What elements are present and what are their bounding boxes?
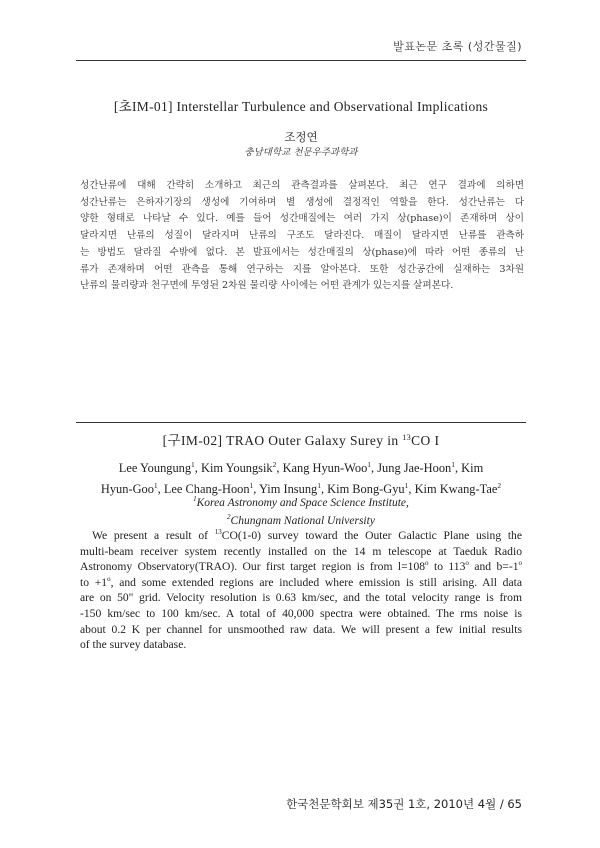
author-name: Yim Insung (259, 482, 318, 496)
author-separator: , (408, 482, 415, 496)
author-name: Kim Bong-Gyu (327, 482, 405, 496)
abstract1-line: 달라지면 난류의 성질이 달라지며 난류의 구조도 달라진다. 매질이 달라지면 난류를 관측하 (80, 230, 524, 242)
abstract2-body (80, 528, 522, 653)
author-affil-sup: 1 (317, 481, 321, 490)
author-affil-sup: 1 (404, 481, 409, 490)
abstract1-title: [초IM-01] Interstellar Turbulence and Observational Implications (113, 99, 489, 114)
abstract1-body (80, 178, 524, 295)
abstract2-title-suffix: CO I (411, 433, 440, 448)
abstract2-title-sup: 13 (402, 433, 412, 442)
abstract2-affiliations (76, 492, 526, 528)
affiliation-sup: 2 (227, 513, 231, 521)
abstract1-affiliation: 충남대학교 천문우주과학과 (244, 147, 358, 158)
author-affil-sup: 1 (191, 460, 195, 469)
affiliation-name: Korea Astronomy and Space Science Institute, (196, 497, 409, 509)
affiliation-1 (76, 492, 526, 510)
abstract2-line: We present a result of $^{13}$CO(1-0) survey toward the Outer Galactic Plane using the (92, 528, 522, 542)
affiliation-sup: 1 (193, 495, 197, 503)
abstract2-line: -150 km/sec to 100 km/sec. A total of 40,000 spectra were obtained. The rms noise is (80, 606, 522, 620)
author-affil-sup: 1 (367, 460, 372, 469)
abstract1-line: 는 방법도 달라질 수밖에 없다. 본 발표에서는 성간매질의 상(phase)에 따라 어떤 종류의 난 (80, 246, 524, 258)
author-affil-sup: 1 (249, 481, 254, 490)
running-head: 발표논문 초록 (성간물질) (393, 40, 522, 53)
section-divider-rule (76, 422, 526, 423)
author-name: Lee Youngung (118, 461, 192, 475)
page-footer: 한국천문학회보 제35권 1호, 2010년 4월 / 65 (286, 797, 522, 811)
author-separator: , (157, 482, 164, 496)
abstract2-line: are on 50" grid. Velocity resolution is 0.63 km/sec, and the total velocity range is from (80, 591, 522, 605)
author-name: Lee Chang-Hoon (163, 482, 250, 496)
affiliation-2 (76, 510, 526, 528)
author-separator: , (276, 461, 283, 475)
author-affil-sup: 2 (497, 481, 502, 490)
abstract2-line: about 0.2 K per channel for unsmoothed raw data. We will present a few initial results (80, 622, 522, 636)
abstract1-line: 성간난류에 대해 간략히 소개하고 최근의 관측결과를 살펴본다. 최근 연구 결과에 의하면 (80, 180, 524, 191)
author-name: Kang Hyun-Woo (282, 461, 368, 475)
author-affil-sup: 1 (451, 460, 455, 469)
author-name: Jung Jae-Hoon (377, 461, 452, 475)
author-name: Hyun-Goo (100, 482, 154, 496)
abstract2-line: multi-beam receiver system recently installed on the 14 m telescope at Taeduk Radio (80, 544, 522, 558)
abstract2-line: to $+1^o$, and some extended regions are included where emission is still arising. All data (80, 574, 522, 589)
author-affil-sup: 1 (153, 481, 158, 490)
abstract1-line: 난류의 물리량과 천구면에 투영된 2차원 물리량 사이에는 어떤 관계가 있는지를 살펴본다. (80, 280, 454, 292)
abstract2-title-prefix: [구IM-02] TRAO Outer Galaxy Surey in (162, 433, 399, 448)
author-name: Kim Youngsik (201, 461, 273, 475)
abstract2-line: Astronomy Observatory(TRAO). Our first target region is from $l=108^o$ to 113$^o$ and $b=-1^o$ (80, 559, 522, 574)
author-separator: , (320, 482, 328, 496)
affiliation-name: Chungnam National University (230, 515, 375, 527)
header-rule (76, 60, 526, 61)
abstract1-author: 조정연 (284, 130, 318, 144)
author-name: Kim Kwang-Tae (414, 482, 498, 496)
author-separator: , Kim (454, 461, 484, 475)
abstract2-line: of the survey database. (80, 638, 187, 652)
abstract2-title (76, 429, 526, 449)
author-separator: , (371, 461, 378, 475)
abstract1-line: 류가 존재하며 어떤 관측을 통해 연구하는 지를 알아본다. 또한 성간공간에 실재하는 3차원 (80, 263, 524, 275)
authors-line-1 (76, 456, 526, 477)
author-separator: , (253, 482, 260, 496)
author-separator: , (194, 461, 201, 475)
author-affil-sup: 2 (272, 460, 277, 469)
abstract1-line: 양한 형태로 나타날 수 있다. 예를 들어 성간매질에는 여러 가지 상(phase)이 존재하며 상이 (80, 213, 524, 225)
abstract1-line: 성간난류는 은하자기장의 생성에 기여하며 별 생성에 결정적인 역할을 한다. 성간난류는 다 (80, 196, 524, 208)
